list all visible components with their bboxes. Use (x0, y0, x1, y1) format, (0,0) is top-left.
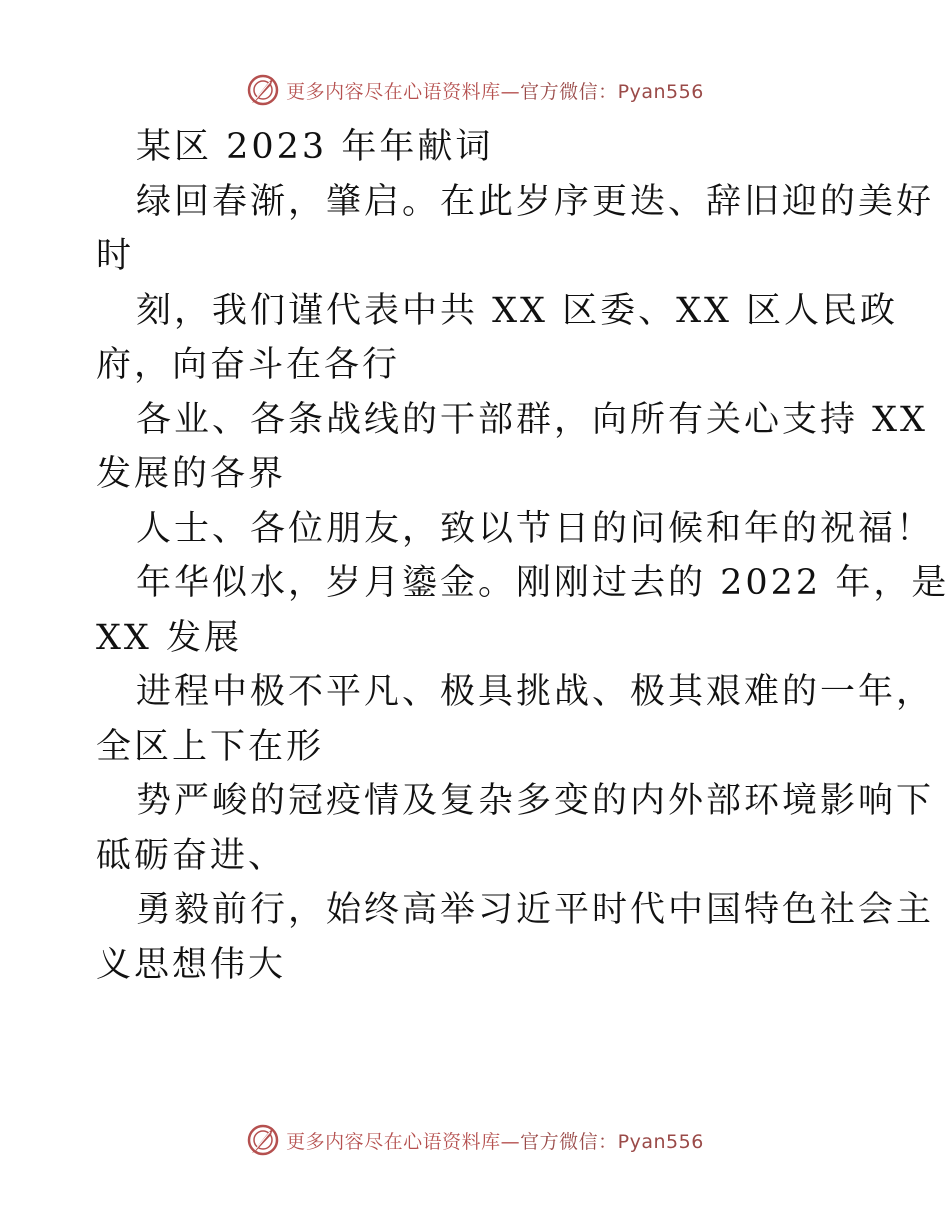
body-line: 府，向奋斗在各行 (96, 345, 401, 385)
body-line: 势严峻的冠疫情及复杂多变的内外部环境影响下 (136, 781, 935, 821)
quill-logo-icon (246, 73, 280, 107)
document-body (96, 120, 950, 992)
header-wechat-text: 官方微信：Pyan556 (520, 80, 704, 103)
footer-text (286, 1127, 704, 1154)
body-line: XX 发展 (96, 617, 242, 658)
header-banner (0, 70, 950, 110)
header-site-text: 更多内容尽在心语资料库 (286, 80, 501, 103)
footer-wechat-text: 官方微信：Pyan556 (520, 1130, 704, 1153)
footer-separator: — (500, 1130, 521, 1153)
document-title: 某区 2023 年年献词 (136, 127, 494, 167)
body-line: 绿回春渐，肇启。在此岁序更迭、辞旧迎的美好 (136, 181, 935, 222)
body-line: 全区上下在形 (96, 726, 325, 767)
body-line: 刻，我们谨代表中共 XX 区委、XX 区人民政 (136, 290, 899, 331)
header-text (286, 77, 704, 104)
footer-banner (0, 1120, 950, 1160)
body-line: 发展的各界 (96, 454, 287, 494)
body-line: 时 (96, 236, 135, 276)
header-separator: — (500, 80, 521, 103)
body-line: 砥砺奋进、 (96, 835, 287, 876)
body-line: 义思想伟大 (96, 944, 287, 985)
body-line: 勇毅前行，始终高举习近平时代中国特色社会主 (136, 890, 935, 930)
body-line: 人士、各位朋友，致以节日的问候和年的祝福！ (136, 508, 935, 549)
body-line: 年华似水，岁月鎏金。刚刚过去的 2022 年，是 (136, 563, 950, 603)
body-line: 各业、各条战线的干部群，向所有关心支持 XX (136, 399, 928, 440)
body-line: 进程中极不平凡、极具挑战、极其艰难的一年， (136, 672, 935, 712)
quill-logo-icon (246, 1123, 280, 1157)
footer-site-text: 更多内容尽在心语资料库 (286, 1130, 501, 1153)
